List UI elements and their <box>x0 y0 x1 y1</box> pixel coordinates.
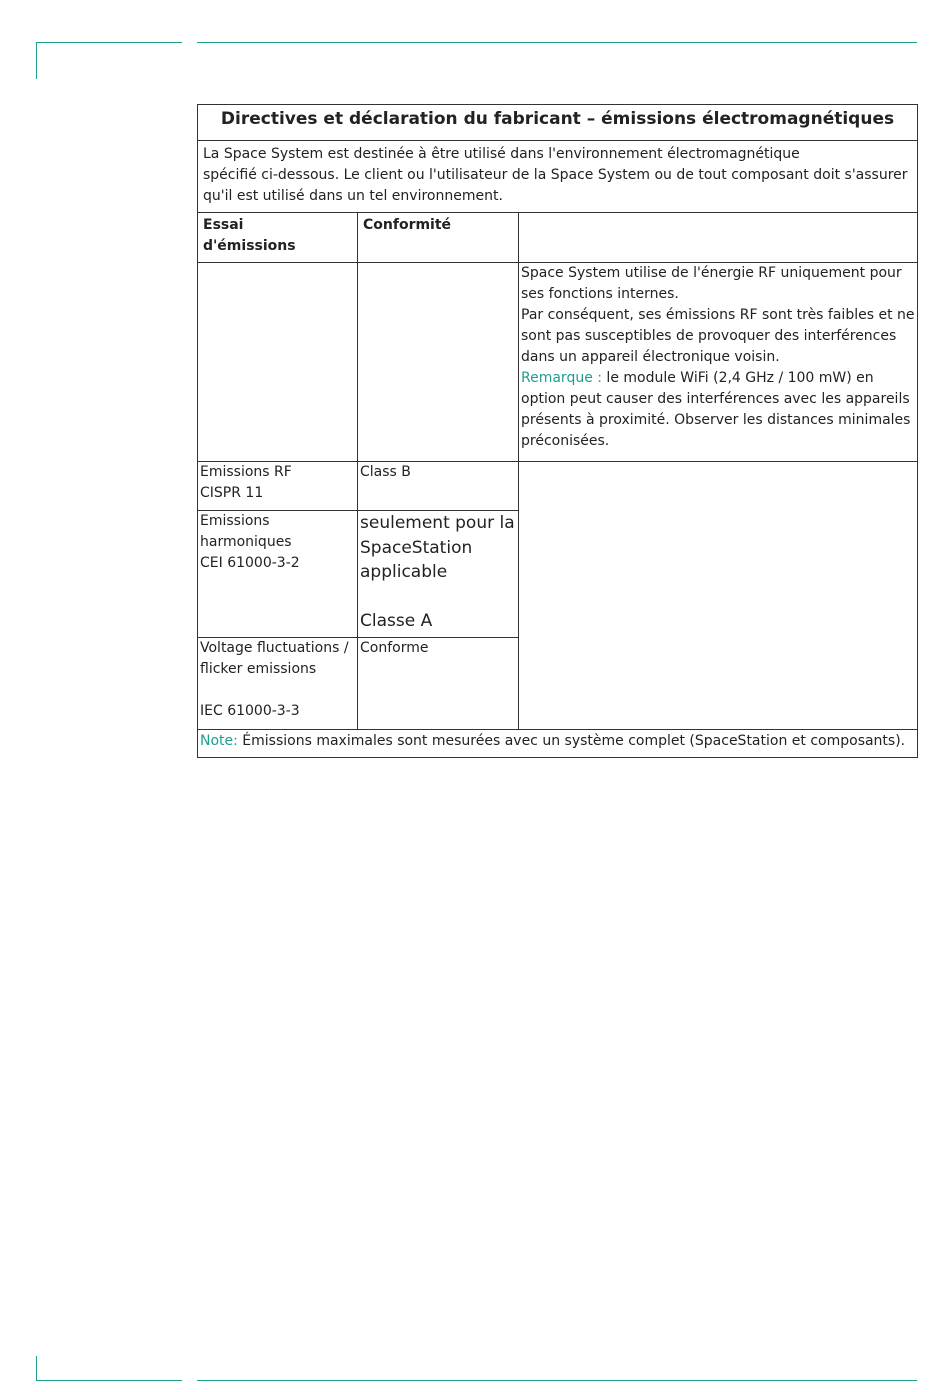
test-line: flicker emissions <box>200 661 317 677</box>
description-line: dans un appareil électronique voisin. <box>521 349 780 365</box>
empty-cell <box>198 263 358 462</box>
header-compliance: Conformité <box>358 213 519 263</box>
test-line: Emissions RF <box>200 464 292 480</box>
spacer <box>200 680 355 701</box>
test-name <box>198 462 358 511</box>
intro-line: La Space System est destinée à être utilisé dans l'environnement électromagnétique <box>203 146 800 162</box>
intro-line: qu'il est utilisé dans un tel environnement. <box>203 188 503 204</box>
compliance-line: SpaceStation <box>360 537 473 558</box>
frame-bottom-left-horizontal <box>36 1380 182 1381</box>
remark-line: préconisées. <box>521 433 610 449</box>
intro-row <box>198 141 918 213</box>
rf-description <box>519 263 918 462</box>
description-row <box>198 263 918 462</box>
note <box>198 730 918 758</box>
frame-top-left-horizontal <box>36 42 182 43</box>
header-test-line: d'émissions <box>203 238 296 254</box>
description-line: Space System utilise de l'énergie RF uniquement pour <box>521 265 902 281</box>
spacer <box>360 585 516 609</box>
compliance-line: seulement pour la <box>360 513 515 533</box>
remark-label: Remarque : <box>521 370 602 386</box>
title-row <box>198 105 918 141</box>
note-label: Note: <box>200 733 238 749</box>
remark-line: présents à proximité. Observer les distances minimales <box>521 412 911 428</box>
remark-line: option peut causer des interférences avec les appareils <box>521 391 910 407</box>
frame-top-right-horizontal <box>197 42 917 43</box>
compliance-value: Class B <box>358 462 519 511</box>
table-row <box>198 462 918 511</box>
test-line: Voltage fluctuations / <box>200 640 349 656</box>
frame-bottom-left-vertical <box>36 1356 37 1381</box>
description-line: ses fonctions internes. <box>521 286 679 302</box>
header-row <box>198 213 918 263</box>
table-title: Directives et déclaration du fabricant – émissions électromagnétiques <box>198 105 918 141</box>
test-line: CEI 61000-3-2 <box>200 555 300 571</box>
emissions-declaration-table <box>197 104 918 758</box>
remark-line <box>521 368 915 389</box>
intro-line: spécifié ci-dessous. Le client ou l'utilisateur de la Space System ou de tout composant doit s'assurer <box>203 167 908 183</box>
header-environment <box>519 213 918 263</box>
frame-top-left-vertical <box>36 42 37 79</box>
header-test <box>198 213 358 263</box>
compliance-line: applicable <box>360 562 448 582</box>
test-line: harmoniques <box>200 534 292 550</box>
empty-cell <box>358 263 519 462</box>
compliance-value <box>358 511 519 638</box>
compliance-line: Classe A <box>360 610 433 631</box>
compliance-value: Conforme <box>358 638 519 730</box>
header-test-line: Essai <box>203 217 244 233</box>
test-line: IEC 61000-3-3 <box>200 703 300 719</box>
test-line: Emissions <box>200 513 270 529</box>
note-row <box>198 730 918 758</box>
test-name <box>198 511 358 638</box>
intro-text <box>198 141 918 213</box>
environment-empty-cell <box>519 462 918 730</box>
note-text: Émissions maximales sont mesurées avec un système complet (SpaceStation et composants). <box>237 733 906 749</box>
description-line: Par conséquent, ses émissions RF sont très faibles et ne <box>521 307 915 323</box>
test-line: CISPR 11 <box>200 485 264 501</box>
description-line: sont pas susceptibles de provoquer des interférences <box>521 328 897 344</box>
test-name <box>198 638 358 730</box>
remark-text: le module WiFi (2,4 GHz / 100 mW) en <box>601 370 874 386</box>
frame-bottom-right-horizontal <box>197 1380 917 1381</box>
